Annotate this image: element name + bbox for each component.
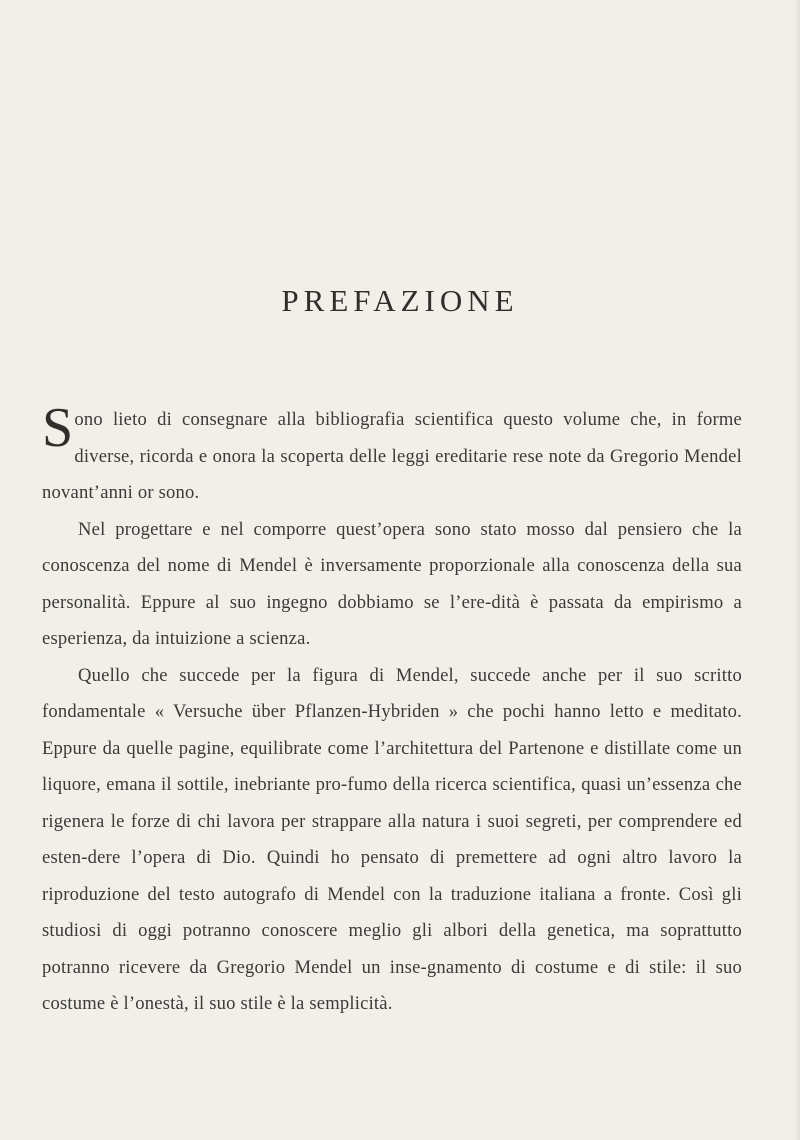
paragraph-1 — [42, 397, 742, 512]
paragraph-3: Quello che succede per la figura di Mendel, succede anche per il suo scritto fondamentale « Versuche über Pflanzen-Hybriden » che pochi hanno letto e meditato. Eppure da quelle pagine, equilibrate come l’architettura del Partenone e distillate come un liquore, emana il sottile, inebriante pro-fumo della ricerca scientifica, quasi un’essenza che rigenera le forze di chi lavora per strappare alla natura i suoi segreti, per comprendere ed esten-dere l’opera di Dio. Quindi ho pensato di premettere ad ogni altro lavoro la riproduzione del testo autografo di Mendel con la traduzione italiana a fronte. Così gli studiosi di oggi potranno conoscere meglio gli albori della genetica, ma soprattutto potranno ricevere da Gregorio Mendel un inse-gnamento di costume e di stile: il suo costume è l’onestà, il suo stile è la semplicità. — [42, 664, 742, 1014]
preface-body — [42, 397, 742, 1023]
page-edge-shadow — [794, 0, 800, 1140]
paragraph-2: Nel progettare e nel comporre quest’opera sono stato mosso dal pensiero che la conoscenza del nome di Mendel è inversamente proporzionale alla conoscenza della sua personalità. Eppure al suo ingegno dobbiamo se l’ere-dità è passata da empirismo a esperienza, da intuizione a scienza. — [42, 518, 742, 649]
page-title: PREFAZIONE — [281, 283, 519, 318]
drop-cap: S — [42, 397, 74, 459]
paragraph-1-text: ono lieto di consegnare alla bibliografia scientifica questo volume che, in forme diverse, ricorda e onora la scoperta delle leggi ereditarie rese note da Gregorio Mendel novant’anni or sono. — [42, 409, 742, 503]
